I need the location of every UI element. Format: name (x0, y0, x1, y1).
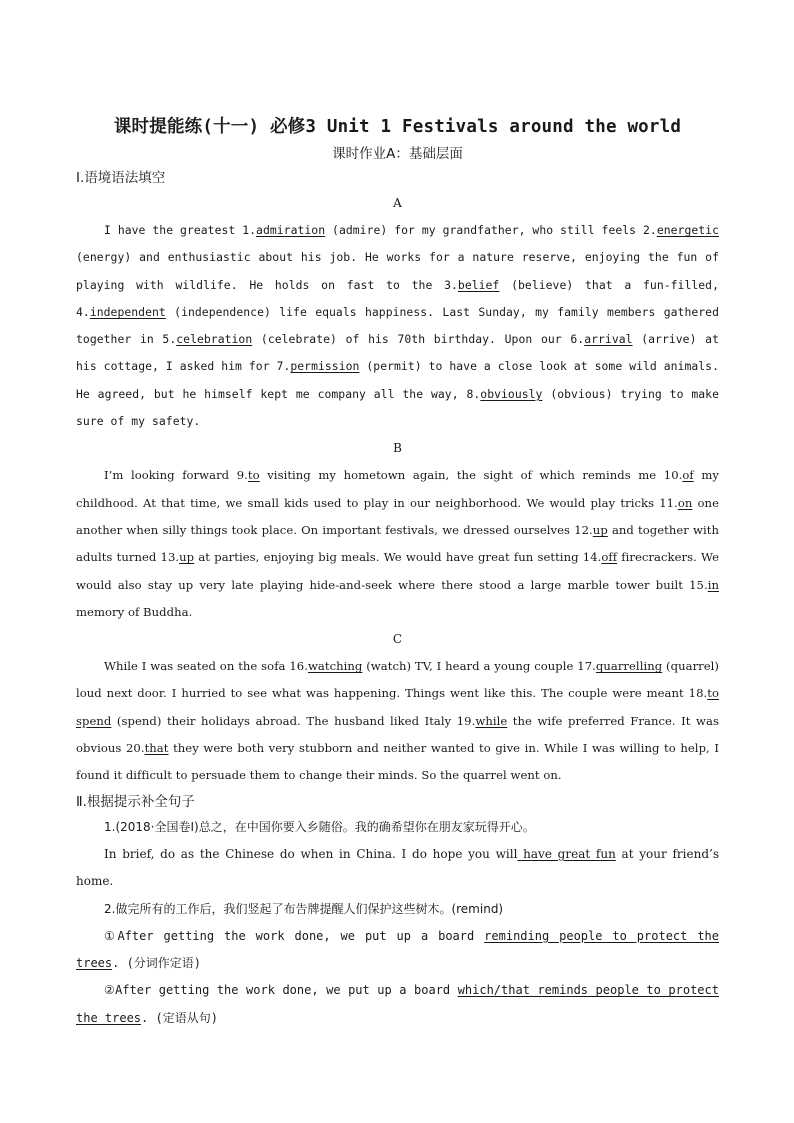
answer-blank: to spend (76, 686, 719, 728)
answer-blank: arrival (584, 332, 633, 347)
text-run: (spend) their holidays abroad. The husband liked Italy 19. (111, 713, 476, 728)
text-run: my childhood. At that time, we small kids used to play in our neighborhood. We would play tricks 11. (76, 468, 719, 510)
part-a-label: A (393, 196, 402, 210)
answer-blank: admiration (256, 223, 326, 237)
answer-blank: quarrelling (595, 659, 663, 674)
question2a-answer-line (76, 923, 719, 978)
answer-blank: that (144, 741, 169, 756)
answer-blank: belief (457, 277, 500, 292)
answer-blank: in (707, 577, 719, 592)
question2-prompt: 2.做完所有的工作后，我们竖起了布告牌提醒人们保护这些树木。(remind) (104, 901, 504, 916)
text-run: at your friend’s home. (76, 846, 719, 889)
answer-blank: energetic (656, 223, 719, 237)
answer-blank: watching (307, 659, 363, 674)
text-run: (independence) life equals happiness. Last Sunday, my family members gathered together in 5. (76, 304, 719, 347)
question1-answer-line (76, 841, 719, 896)
text-run: ①After getting the work done, we put up a board (104, 928, 485, 943)
text-run: (obvious) trying to make sure of my safety. (76, 386, 719, 429)
question2b-answer-line (76, 977, 719, 1032)
text-run: . (分词作定语) (112, 956, 202, 971)
answer-blank: up (592, 522, 608, 537)
answer-blank: of (682, 468, 694, 483)
text-run: one another when silly things took place. On important festivals, we dressed ourselves 12. (76, 495, 719, 537)
text-run: (believe) that a fun-filled, 4. (76, 277, 720, 319)
part-b-label: B (393, 441, 402, 456)
section2-heading: Ⅱ.根据提示补全句子 (76, 793, 195, 810)
text-run: visiting my hometown again, the sight of which reminds me 10. (259, 468, 683, 483)
answer-blank: up (179, 550, 195, 565)
part-a-paragraph (76, 217, 719, 435)
text-run: (admire) for my grandfather, who still feels 2. (325, 223, 657, 237)
text-run: In brief, do as the Chinese do when in China. I do hope you will (104, 846, 518, 861)
text-run: and together with adults turned 13. (76, 522, 719, 565)
text-run: I have the greatest 1. (104, 223, 257, 237)
answer-blank: which/that reminds people to protect the trees (76, 983, 719, 1025)
text-run: While I was seated on the sofa 16. (104, 659, 308, 674)
answer-blank: on (677, 495, 693, 510)
text-run: firecrackers. We would also stay up very late playing hide-and-seek where there stood a large marble tower built 15. (76, 550, 719, 592)
question1-prompt: 1.(2018·全国卷Ⅰ)总之，在中国你要入乡随俗。我的确希望你在朋友家玩得开心。 (104, 819, 535, 834)
text-run: (watch) TV, I heard a young couple 17. (362, 659, 596, 674)
text-run: . (定语从句) (141, 1010, 218, 1025)
text-run: (arrive) at his cottage, I asked him for 7. (76, 332, 719, 374)
text-run: (permit) to have a close look at some wild animals. He agreed, but he himself kept me company all the way, 8. (76, 359, 720, 401)
text-run: ②After getting the work done, we put up a board (104, 983, 458, 998)
text-run: memory of Buddha. (76, 604, 193, 619)
worksheet-page (76, 112, 719, 1032)
section1-heading: Ⅰ.语境语法填空 (76, 170, 166, 186)
text-run: (energy) and enthusiastic about his job. He works for a nature reserve, enjoying the fun of playing with wildlife. He holds on fast to the 3. (76, 250, 719, 292)
part-c-label: C (392, 632, 403, 647)
answer-blank: celebration (176, 332, 253, 347)
answer-blank: while (475, 713, 508, 728)
page-title: 课时提能练(十一) 必修3 Unit 1 Festivals around the world (113, 117, 682, 137)
page-subtitle: 课时作业A：基础层面 (332, 146, 463, 162)
answer-blank: have great fun (517, 846, 616, 861)
answer-blank: reminding people to protect the trees (76, 928, 719, 971)
text-run: they were both very stubborn and neither wanted to give in. While I was willing to help, I found it difficult to persuade them to change their minds. So the quarrel went on. (76, 741, 719, 783)
text-run: at parties, enjoying big meals. We would have great fun setting 14. (194, 550, 602, 565)
text-run: (celebrate) of his 70th birthday. Upon our 6. (252, 332, 585, 347)
part-b-paragraph (76, 462, 719, 626)
answer-blank: independent (89, 304, 166, 319)
part-c-paragraph (76, 653, 719, 789)
answer-blank: off (601, 550, 618, 565)
answer-blank: obviously (480, 386, 543, 401)
answer-blank: to (247, 468, 260, 483)
text-run: (quarrel) loud next door. I hurried to see what was happening. Things went like this. The couple were meant 18. (76, 659, 719, 701)
text-run: the wife preferred France. It was obvious 20. (76, 713, 719, 756)
text-run: I’m looking forward 9. (104, 468, 248, 483)
answer-blank: permission (290, 359, 360, 374)
